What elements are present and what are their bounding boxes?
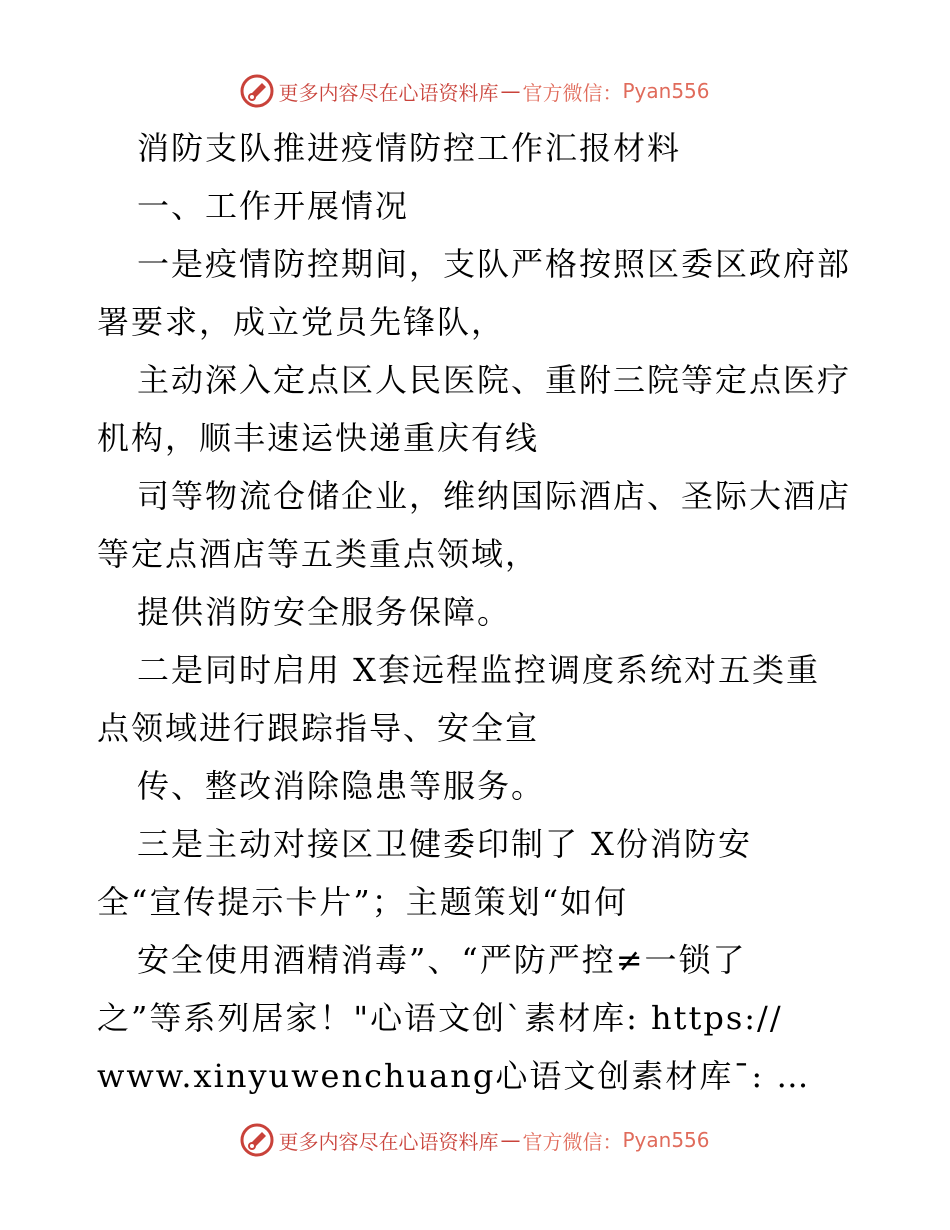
brand-logo-icon: [240, 74, 274, 108]
watermark-label: 官方微信：: [522, 80, 623, 105]
paragraph-line: 司等物流仓储企业，维纳国际酒店、圣际大酒店: [137, 477, 852, 515]
watermark-text: 更多内容尽在心语资料库: [278, 80, 499, 105]
paragraph-line: 等定点酒店等五类重点领域，: [97, 535, 540, 573]
paragraph-line: 全“宣传提示卡片”；主题策划“如何: [97, 883, 629, 921]
watermark-dash: —: [500, 79, 521, 103]
paragraph-line: 一是疫情防控期间，支队严格按照区委区政府部: [137, 245, 852, 283]
watermark-dash: —: [500, 1128, 521, 1152]
header-watermark: [0, 71, 950, 111]
paragraph-line: 机构，顺丰速运快递重庆有线: [97, 419, 540, 457]
paragraph-line: 传、整改消除隐患等服务。: [137, 767, 546, 805]
watermark-wechat-id: Pyan556: [622, 1128, 710, 1152]
paragraph-line: www.xinyuwenchuang心语文创素材库¯: …: [97, 1057, 811, 1095]
paragraph-line: 点领域进行跟踪指导、安全宣: [97, 709, 540, 747]
section-heading: 一、工作开展情况: [137, 187, 410, 225]
paragraph-line: 主动深入定点区人民医院、重附三院等定点医疗: [137, 361, 852, 399]
paragraph-line: 二是同时启用 X套远程监控调度系统对五类重: [137, 651, 820, 689]
paragraph-line: 提供消防安全服务保障。: [137, 593, 512, 631]
footer-watermark: [0, 1120, 950, 1160]
watermark-text: 更多内容尽在心语资料库: [278, 1129, 499, 1154]
brand-logo-icon: [240, 1123, 274, 1157]
watermark-wechat-id: Pyan556: [622, 79, 710, 103]
paragraph-line: 署要求，成立党员先锋队，: [97, 303, 506, 341]
document-title: 消防支队推进疫情防控工作汇报材料: [137, 129, 682, 167]
paragraph-line: 安全使用酒精消毒”、“严防严控≠一锁了: [137, 941, 747, 979]
paragraph-line: 之”等系列居家！"心语文创`素材库: https://: [97, 999, 783, 1037]
paragraph-line: 三是主动对接区卫健委印制了 X份消防安: [137, 825, 752, 863]
watermark-label: 官方微信：: [522, 1129, 623, 1154]
